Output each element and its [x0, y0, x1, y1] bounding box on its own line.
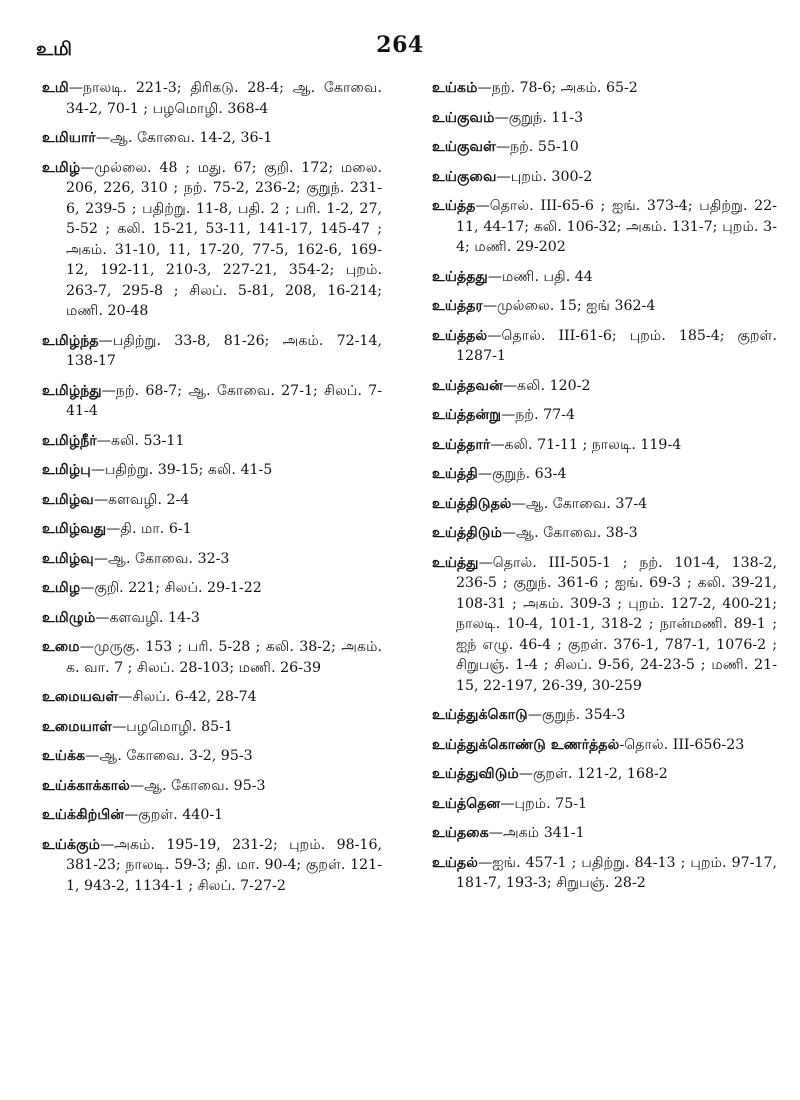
- entry-references: —புறம். 300-2: [496, 168, 593, 185]
- index-entry: [42, 805, 382, 826]
- index-entry: [42, 490, 382, 511]
- entry-references: —ஆ. கோவை. 37-4: [511, 495, 648, 512]
- entry-headword: உய்த்தல்: [432, 327, 488, 344]
- entry-headword: உய்குவை: [432, 168, 497, 185]
- entry-references: —அகம். 195-19, 231-2; புறம். 98-16, 381-23; நாலடி. 59-3; தி. மா. 90-4; குறள். 121-1, 943-2, 1134-1 ; சிலப். 7-27-2: [66, 836, 382, 894]
- entry-references: —தொல். III-61-6; புறம். 185-4; குறள். 1287-1: [456, 327, 777, 364]
- entry-references: —பழமொழி. 85-1: [112, 718, 233, 735]
- index-entry: [42, 460, 382, 481]
- entry-references: —ஆ. கோவை. 3-2, 95-3: [85, 748, 253, 764]
- entry-headword: உய்த்தார்: [432, 436, 491, 453]
- entry-headword: உமை: [42, 639, 80, 655]
- index-entry: [42, 578, 382, 599]
- entry-references: —கலி. 120-2: [502, 377, 591, 394]
- entry-headword: உய்க்கிற்பின்: [42, 807, 125, 823]
- entry-references: —மணி. பதி. 44: [487, 268, 593, 285]
- entry-headword: உய்த்துக்கொடு: [432, 707, 528, 723]
- entry-references: —புறம். 75-1: [500, 795, 588, 812]
- entry-headword: உமிழ்வ: [42, 491, 94, 508]
- index-entry: [432, 196, 777, 258]
- index-entry: [42, 78, 382, 119]
- entry-headword: உய்குவள்: [432, 139, 496, 155]
- entry-references: —குறுந். 354-3: [527, 707, 626, 723]
- index-entry: [42, 331, 382, 372]
- entry-headword: உமிழ: [42, 580, 81, 596]
- entry-headword: உய்த்தவன்: [432, 377, 503, 394]
- entry-headword: உமிழும்: [42, 609, 96, 626]
- index-entry: [432, 494, 777, 515]
- entry-headword: உய்தகை: [432, 825, 489, 841]
- entry-references: —ஆ. கோவை. 14-2, 36-1: [95, 130, 273, 146]
- entry-references: —தொல். III-65-6 ; ஐங். 373-4; பதிற்று. 22-11, 44-17; கலி. 106-32; அகம். 131-7; புறம். 3-4; மணி. 29-202: [456, 198, 777, 255]
- index-entry: [42, 608, 382, 629]
- right-column: [432, 78, 777, 903]
- entry-headword: உய்த்தர: [432, 298, 483, 314]
- entry-references: —களவழி. 2-4: [93, 491, 190, 508]
- entry-headword: உய்த்துக்கொண்டு உணர்த்தல்: [432, 736, 620, 753]
- entry-headword: உமிழ்ந்த: [42, 332, 99, 349]
- index-entry: [432, 376, 777, 397]
- entry-references: —நற். 68-7; ஆ. கோவை. 27-1; சிலப். 7-41-4: [66, 382, 382, 419]
- entry-headword: உமிழ்பு: [42, 462, 91, 478]
- entry-headword: உய்த்தன்று: [432, 407, 502, 423]
- entry-headword: உய்த்துவிடும்: [432, 766, 519, 782]
- index-entry: [432, 167, 777, 188]
- index-entry: [432, 553, 777, 697]
- entry-references: —குறள். 440-1: [124, 807, 224, 823]
- index-entry: [42, 519, 382, 540]
- left-column: [42, 78, 382, 905]
- index-entry: [432, 705, 777, 726]
- entry-references: —ஆ. கோவை. 38-3: [501, 525, 638, 541]
- index-entry: [42, 835, 382, 897]
- entry-references: -தொல். III-656-23: [619, 736, 745, 753]
- entry-headword: உமையாள்: [42, 718, 113, 735]
- entry-headword: உய்த்த: [432, 198, 476, 214]
- index-entry: [432, 823, 777, 844]
- entry-references: —முருகு. 153 ; பரி. 5-28 ; கலி. 38-2; அகம். க. வா. 7 ; சிலப். 28-103; மணி. 26-39: [66, 639, 382, 676]
- index-entry: [432, 108, 777, 129]
- index-entry: [42, 381, 382, 422]
- index-entry: [432, 435, 777, 456]
- index-entry: [432, 764, 777, 785]
- entry-headword: உய்க்காக்கால்: [42, 777, 130, 794]
- index-entry: [42, 687, 382, 708]
- entry-references: —குறி. 221; சிலப். 29-1-22: [80, 580, 262, 596]
- entry-references: —குறுந். 11-3: [494, 109, 584, 126]
- entry-headword: உய்கம்: [432, 80, 478, 96]
- index-entry: [432, 405, 777, 426]
- entry-headword: உய்த்தென: [432, 795, 501, 812]
- index-entry: [432, 735, 777, 756]
- entry-headword: உய்குவம்: [432, 109, 495, 126]
- index-entry: [42, 128, 382, 149]
- index-entry: [42, 637, 382, 678]
- entry-references: —குறள். 121-2, 168-2: [518, 766, 668, 782]
- index-entry: [42, 776, 382, 797]
- entry-headword: உமியார்: [42, 130, 96, 146]
- index-entry: [432, 296, 777, 317]
- index-entry: [432, 464, 777, 485]
- entry-headword: உமிழ்: [42, 159, 81, 176]
- entry-references: —குறுந். 63-4: [477, 466, 567, 482]
- index-entry: [432, 137, 777, 158]
- entry-headword: உய்த்து: [432, 554, 479, 571]
- index-entry: [42, 746, 382, 767]
- entry-headword: உய்த்திடுதல்: [432, 495, 512, 512]
- entry-references: —நற். 55-10: [495, 139, 579, 155]
- index-entry: [432, 853, 777, 894]
- entry-references: —சிலப். 6-42, 28-74: [118, 689, 257, 705]
- entry-headword: உய்த்திடும்: [432, 525, 502, 541]
- index-entry: [432, 78, 777, 99]
- entry-references: —கலி. 71-11 ; நாலடி. 119-4: [490, 436, 682, 453]
- entry-references: —நற். 77-4: [501, 407, 575, 423]
- index-entry: [42, 717, 382, 738]
- entry-references: —பதிற்று. 33-8, 81-26; அகம். 72-14, 138-17: [66, 332, 382, 369]
- entry-references: —நாலடி. 221-3; திரிகடு. 28-4; ஆ. கோவை. 34-2, 70-1 ; பழமொழி. 368-4: [66, 80, 382, 117]
- entry-headword: உய்த்தது: [432, 268, 488, 285]
- entry-references: —ஆ. கோவை. 95-3: [129, 777, 266, 794]
- entry-references: —தொல். III-505-1 ; நற். 101-4, 138-2, 236-5 ; குறுந். 361-6 ; ஐங். 69-3 ; கலி. 39-21, 108-31 ; அகம். 309-3 ; புறம். 127-2, 400-21; நாலடி. 10-4, 101-1, 318-2 ; நான்மணி. 89-1 ; ஐந் எழு. 46-4 ; குறள். 376-1, 787-1, 1076-2 ; சிறுபஞ். 1-4 ; சிலப். 9-56, 24-23-5 ; மணி. 21-15, 22-197, 26-39, 30-259: [456, 554, 777, 694]
- entry-references: —களவழி. 14-3: [95, 609, 200, 626]
- running-head: உமி: [36, 38, 72, 60]
- entry-references: —ஆ. கோவை. 32-3: [93, 550, 230, 567]
- entry-headword: உய்த்தி: [432, 466, 478, 482]
- entry-headword: உய்தல்: [432, 854, 479, 871]
- entry-references: —முல்லை. 48 ; மது. 67; குறி. 172; மலை. 206, 226, 310 ; நற். 75-2, 236-2; குறுந். 231-6, 239-5 ; பதிற்று. 11-8, பதி. 2 ; பரி. 1-2, 27, 5-52 ; கலி. 15-21, 53-11, 141-17, 145-47 ; அகம். 31-10, 11, 17-20, 77-5, 162-6, 169-12, 192-11, 210-3, 227-21, 354-2; புறம். 263-7, 295-8 ; சிலப். 5-81, 208, 16-214; மணி. 20-48: [66, 159, 382, 319]
- entry-headword: உமிழ்நீர்: [42, 432, 97, 449]
- entry-headword: உமையவள்: [42, 689, 119, 705]
- index-entry: [432, 523, 777, 544]
- entry-headword: உமிழ்வு: [42, 550, 94, 567]
- index-entry: [42, 158, 382, 322]
- index-entry: [42, 549, 382, 570]
- entry-references: —தி. மா. 6-1: [106, 521, 192, 537]
- entry-headword: உமிழ்வது: [42, 521, 107, 537]
- index-entry: [432, 794, 777, 815]
- entry-references: —பதிற்று. 39-15; கலி. 41-5: [90, 462, 273, 478]
- entry-references: —அகம் 341-1: [488, 825, 585, 841]
- entry-references: —ஐங். 457-1 ; பதிற்று. 84-13 ; புறம். 97-17, 181-7, 193-3; சிறுபஞ். 28-2: [456, 854, 777, 891]
- entry-headword: உமி: [42, 80, 69, 96]
- index-entry: [432, 326, 777, 367]
- entry-headword: உய்க்கும்: [42, 836, 101, 853]
- index-entry: [432, 267, 777, 288]
- entry-references: —நற். 78-6; அகம். 65-2: [477, 80, 638, 96]
- page-number: 264: [376, 32, 424, 58]
- entry-headword: உமிழ்ந்து: [42, 382, 102, 399]
- entry-references: —கலி. 53-11: [96, 432, 185, 449]
- entry-headword: உய்க்க: [42, 748, 86, 764]
- index-entry: [42, 431, 382, 452]
- entry-references: —முல்லை. 15; ஐங் 362-4: [482, 298, 656, 314]
- page-header: [0, 28, 800, 68]
